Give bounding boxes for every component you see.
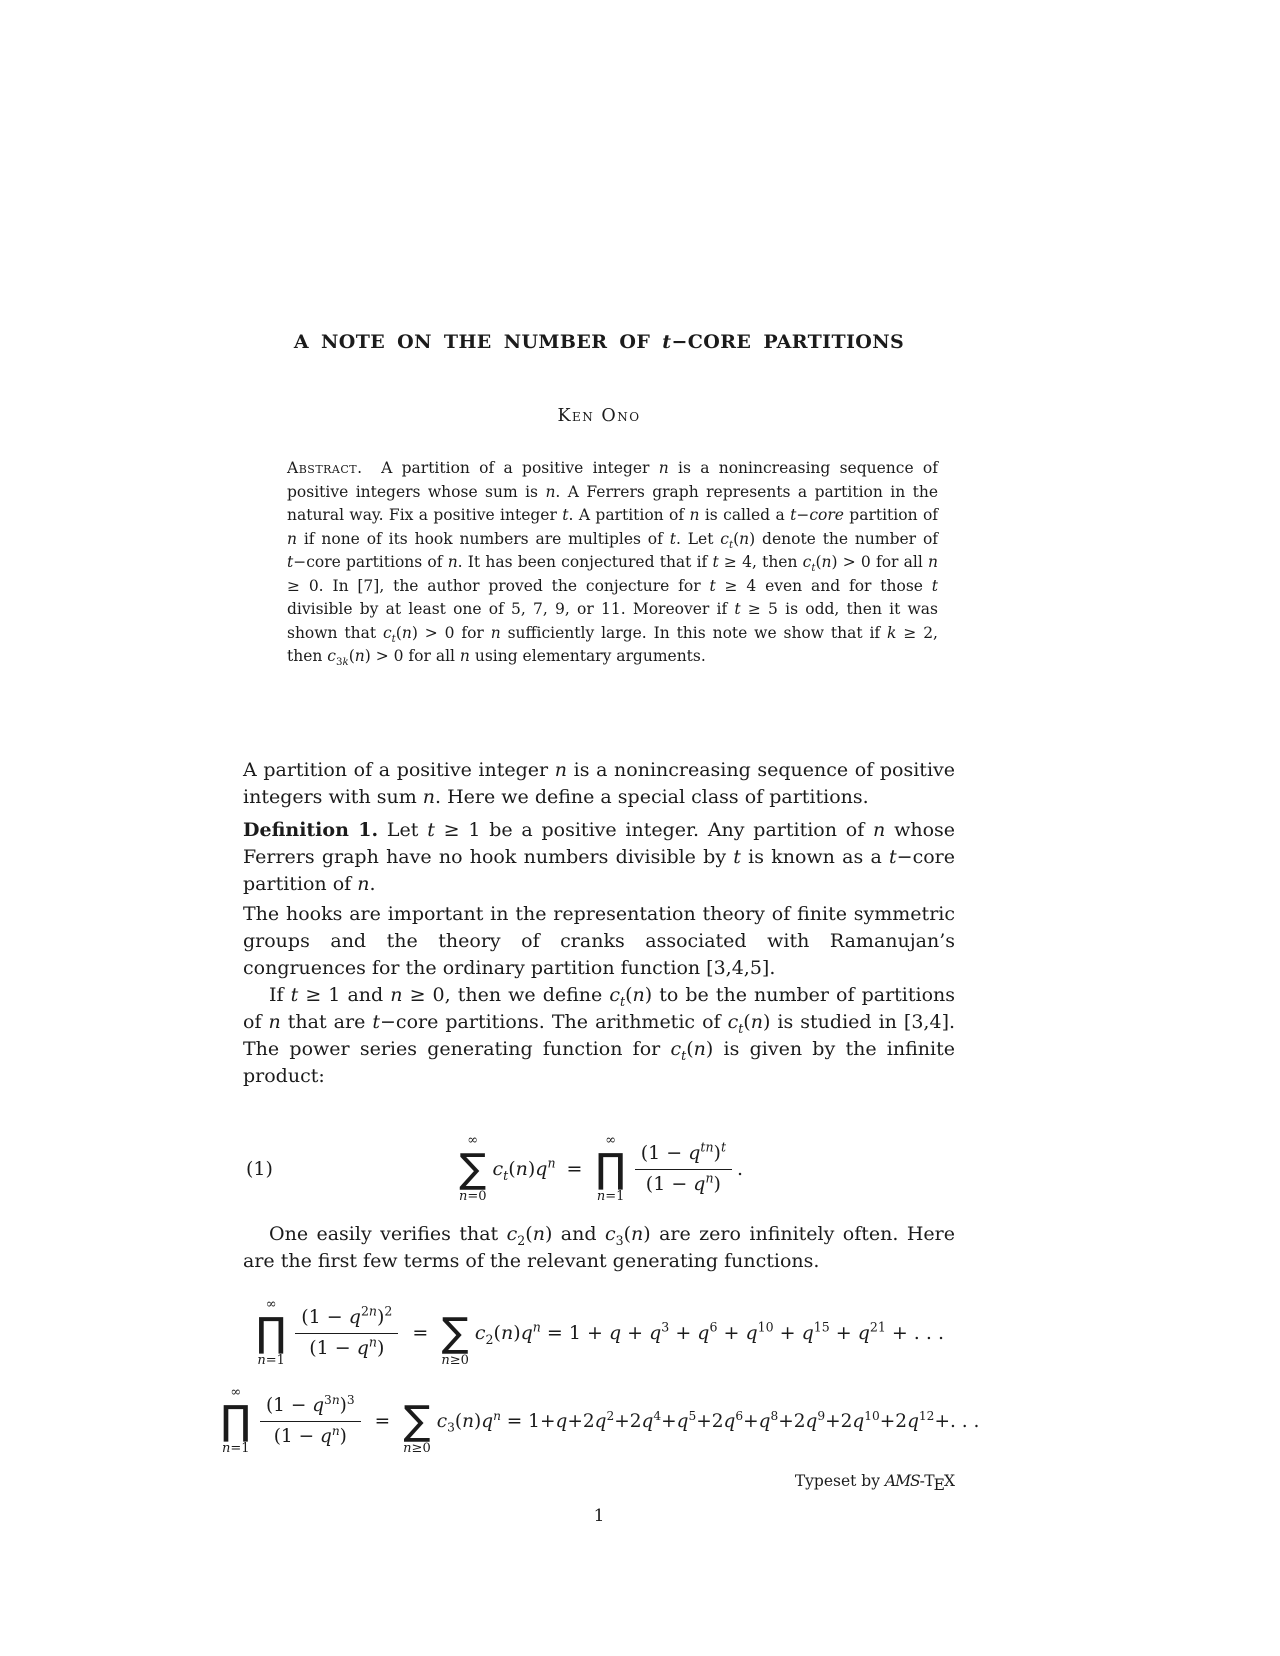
product-operator: ∞ ∏ n=1 — [220, 1384, 251, 1456]
paragraph-hooks: The hooks are important in the representation theory of finite symmetric groups and the theory of cranks associated with Ramanujan’s congruences for the ordinary partition function [3,4,5]. — [243, 903, 955, 979]
series-expansion: $c_2(n)q^n = 1 + q + q^3 + q^6 + q^{10} + q^{15} + q^{21}$ + . . . — [474, 1319, 945, 1347]
equation-1-label: (1) — [246, 1158, 273, 1180]
sum-operator: ∞ ∑ n=0 — [458, 1132, 487, 1204]
series-expansion: $c_3(n)q^n = 1+q+2q^2+2q^4+q^5+2q^6+q^8+2q^9+2q^{10}+2q^{12}+$. . . — [436, 1408, 980, 1435]
page-title: A NOTE ON THE NUMBER OF t−CORE PARTITIONS — [293, 331, 905, 353]
equation-1 — [243, 1124, 955, 1214]
equals-sign: = — [566, 1158, 583, 1180]
product-operator: ∞ ∏ n=1 — [255, 1296, 287, 1368]
abstract-label: Abstract. — [287, 459, 363, 477]
paragraph-intro: A partition of a positive integer n is a nonincreasing sequence of positive integers with sum n. Here we define a special class of partitions. — [243, 759, 955, 808]
definition-label: Definition 1. — [243, 819, 379, 841]
page-number: 1 — [593, 1506, 605, 1526]
paragraph-verifies: One easily verifies that $c_2(n)$ and $c_3(n)$ are zero infinitely often. Here are the first few terms of the relevant generating functions. — [243, 1223, 955, 1272]
definition-1 — [243, 817, 955, 898]
sum-operator: ∑ n≥0 — [403, 1397, 431, 1456]
equals-sign: = — [412, 1322, 429, 1344]
tex-logo-e: E — [933, 1476, 945, 1494]
fraction: $\frac{(1 - q^{2n})^2}{(1 - q^n)}$ — [295, 1306, 398, 1361]
sum-body: $c_t(n)q^n$ — [492, 1155, 556, 1183]
typeset-credit: Typeset by AMS-TEX — [794, 1472, 955, 1494]
equation-c3 — [220, 1376, 980, 1466]
fraction: $\frac{(1 - q^{tn})^t}{(1 - q^n)}$ — [635, 1142, 732, 1197]
abstract — [287, 457, 938, 669]
equation-c2 — [243, 1288, 955, 1378]
equals-sign: = — [374, 1410, 391, 1432]
equation-period: . — [737, 1158, 744, 1180]
ams-logo: AMS — [884, 1472, 920, 1490]
body-block — [243, 901, 955, 1090]
author-name: Ken Ono — [557, 406, 641, 426]
product-operator: ∞ ∏ n=1 — [595, 1132, 626, 1204]
sum-operator: ∑ n≥0 — [441, 1309, 469, 1368]
definition-text: Let t ≥ 1 be a positive integer. Any partition of n whose Ferrers graph have no hook numbers divisible by t is known as a t−core partition of n. — [243, 819, 956, 895]
abstract-text: A partition of a positive integer n is a nonincreasing sequence of positive integers whose sum is n. A Ferrers graph represents a partition in the natural way. Fix a positive integer t. A partition of n is called a t−core partition of n if none of its hook numbers are multiples of t. Let $c_t(n)$ denote the number of t−core partitions of n. It has been conjectured that if t ≥ 4, then $c_t(n) > 0$ for all n ≥ 0. In [7], the author proved the conjecture for t ≥ 4 even and for those t divisible by at least one of 5, 7, 9, or 11. Moreover if t ≥ 5 is odd, then it was shown that $c_t(n) > 0$ for n sufficiently large. In this note we show that if k ≥ 2, then $c_{3k}(n) > 0$ for all n using elementary arguments. — [287, 459, 939, 669]
paragraph-generating-function: If t ≥ 1 and n ≥ 0, then we define $c_t(n)$ to be the number of partitions of n that are t−core partitions. The arithmetic of $c_t(n)$ is studied in [3,4]. The power series generating function for $c_t(n)$ is given by the infinite product: — [243, 984, 956, 1087]
fraction: $\frac{(1 - q^{3n})^3}{(1 - q^n)}$ — [260, 1394, 361, 1447]
